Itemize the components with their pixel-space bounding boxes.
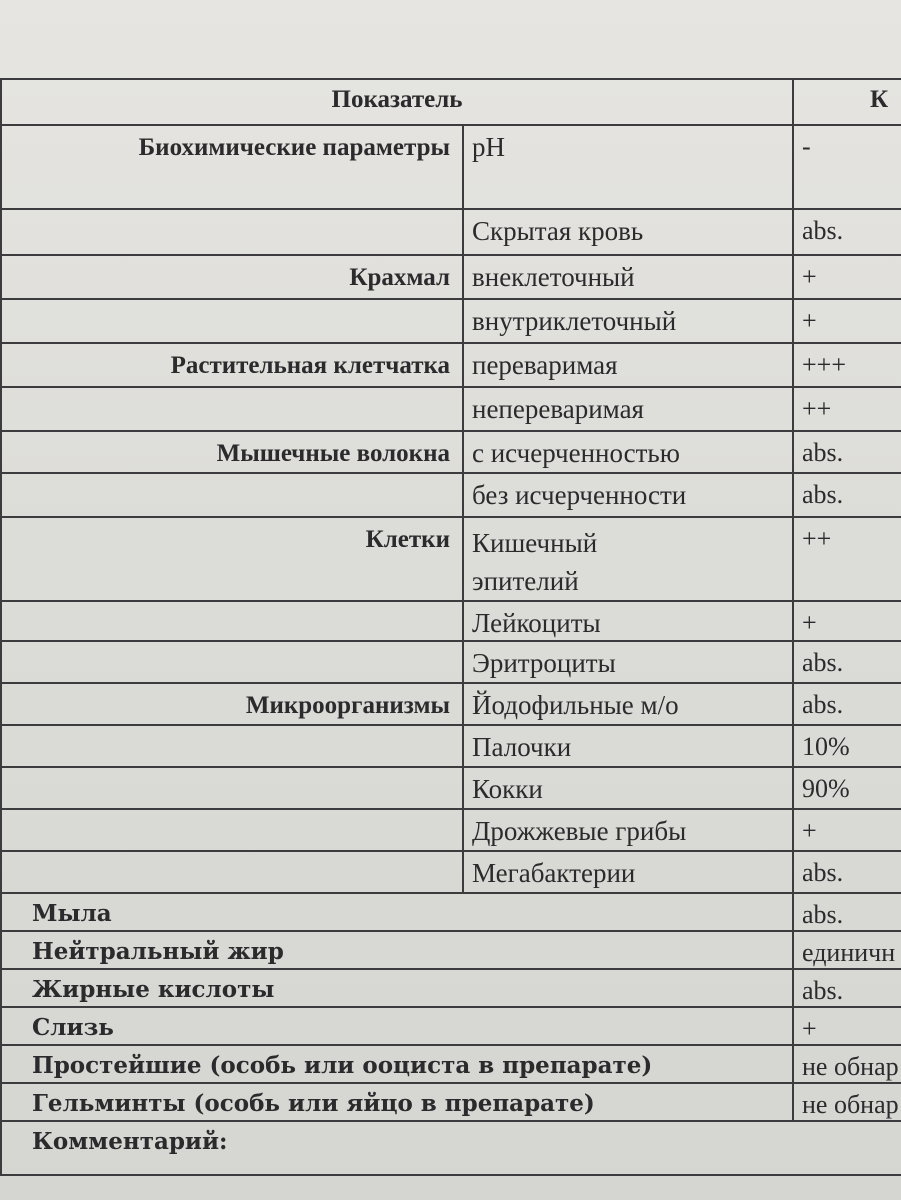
- wide-row-label: Простейшие (особь или ооциста в препарате): [1, 1045, 793, 1083]
- result-value: abs.: [793, 851, 901, 893]
- parameter-label: внеклеточный: [463, 255, 793, 299]
- parameter-label-line-1: Кишечный: [472, 528, 598, 558]
- result-value: ++: [793, 517, 901, 601]
- parameter-label: Кокки: [463, 767, 793, 809]
- table-row: [1, 809, 901, 851]
- result-value: -: [793, 125, 901, 209]
- category-label: [1, 209, 463, 255]
- parameter-label: Лейкоциты: [463, 601, 793, 641]
- table-row-wide: [1, 969, 901, 1007]
- table-row: [1, 767, 901, 809]
- parameter-label: Палочки: [463, 725, 793, 767]
- table-row: [1, 209, 901, 255]
- wide-row-label: Гельминты (особь или яйцо в препарате): [1, 1083, 793, 1121]
- result-value: abs.: [793, 473, 901, 517]
- table-row: [1, 343, 901, 387]
- category-label: [1, 601, 463, 641]
- table-row: [1, 517, 901, 601]
- category-label: Мышечные волокна: [1, 431, 463, 473]
- parameter-label: переваримая: [463, 343, 793, 387]
- category-label: Клетки: [1, 517, 463, 601]
- category-label: Биохимические параметры: [1, 125, 463, 209]
- table-row-wide: [1, 893, 901, 931]
- result-value: +: [793, 1007, 901, 1045]
- parameter-label: Дрожжевые грибы: [463, 809, 793, 851]
- header-indicator: Показатель: [1, 79, 793, 125]
- result-value: abs.: [793, 641, 901, 683]
- parameter-label: [463, 517, 793, 601]
- comment-row: [1, 1121, 901, 1175]
- result-value: не обнар: [793, 1045, 901, 1083]
- table-row: [1, 641, 901, 683]
- table-row: [1, 601, 901, 641]
- result-value: 10%: [793, 725, 901, 767]
- category-label: Растительная клетчатка: [1, 343, 463, 387]
- category-label: [1, 725, 463, 767]
- parameter-label: Скрытая кровь: [463, 209, 793, 255]
- result-value: abs.: [793, 209, 901, 255]
- result-value: abs.: [793, 431, 901, 473]
- result-value: abs.: [793, 969, 901, 1007]
- table-row: [1, 473, 901, 517]
- result-value: +: [793, 601, 901, 641]
- table-row: [1, 387, 901, 431]
- parameter-label: с исчерченностью: [463, 431, 793, 473]
- result-value: abs.: [793, 893, 901, 931]
- table-row-wide: [1, 1007, 901, 1045]
- torn-previous-line: [0, 0, 901, 28]
- category-label: [1, 767, 463, 809]
- wide-row-label: Жирные кислоты: [1, 969, 793, 1007]
- result-value: abs.: [793, 683, 901, 725]
- result-value: +++: [793, 343, 901, 387]
- parameter-label: pH: [463, 125, 793, 209]
- table-row-wide: [1, 931, 901, 969]
- category-label: [1, 299, 463, 343]
- parameter-label: непереваримая: [463, 387, 793, 431]
- category-label: Крахмал: [1, 255, 463, 299]
- results-table: [0, 78, 901, 1176]
- result-value: не обнар: [793, 1083, 901, 1121]
- category-label: [1, 851, 463, 893]
- parameter-label: Эритроциты: [463, 641, 793, 683]
- comment-label: Комментарий:: [1, 1121, 901, 1175]
- result-value: единичн: [793, 931, 901, 969]
- result-value: 90%: [793, 767, 901, 809]
- result-value: ++: [793, 387, 901, 431]
- parameter-label: Йодофильные м/о: [463, 683, 793, 725]
- parameter-label-line-2: эпителий: [472, 566, 579, 596]
- parameter-label: Мегабактерии: [463, 851, 793, 893]
- parameter-label: внутриклеточный: [463, 299, 793, 343]
- header-value-column: К: [793, 79, 901, 125]
- wide-row-label: Мыла: [1, 893, 793, 931]
- result-value: +: [793, 809, 901, 851]
- wide-row-label: Нейтральный жир: [1, 931, 793, 969]
- category-label: [1, 473, 463, 517]
- category-label: [1, 641, 463, 683]
- category-label: [1, 809, 463, 851]
- result-value: +: [793, 299, 901, 343]
- category-label: [1, 387, 463, 431]
- wide-row-label: Слизь: [1, 1007, 793, 1045]
- table-row: [1, 431, 901, 473]
- table-row: [1, 255, 901, 299]
- parameter-label: без исчерченности: [463, 473, 793, 517]
- table-row: [1, 851, 901, 893]
- table-row: [1, 683, 901, 725]
- table-row: [1, 725, 901, 767]
- table-row: [1, 125, 901, 209]
- table-header-row: [1, 79, 901, 125]
- category-label: Микроорганизмы: [1, 683, 463, 725]
- table-row-wide: [1, 1083, 901, 1121]
- table-row-wide: [1, 1045, 901, 1083]
- table-row: [1, 299, 901, 343]
- result-value: +: [793, 255, 901, 299]
